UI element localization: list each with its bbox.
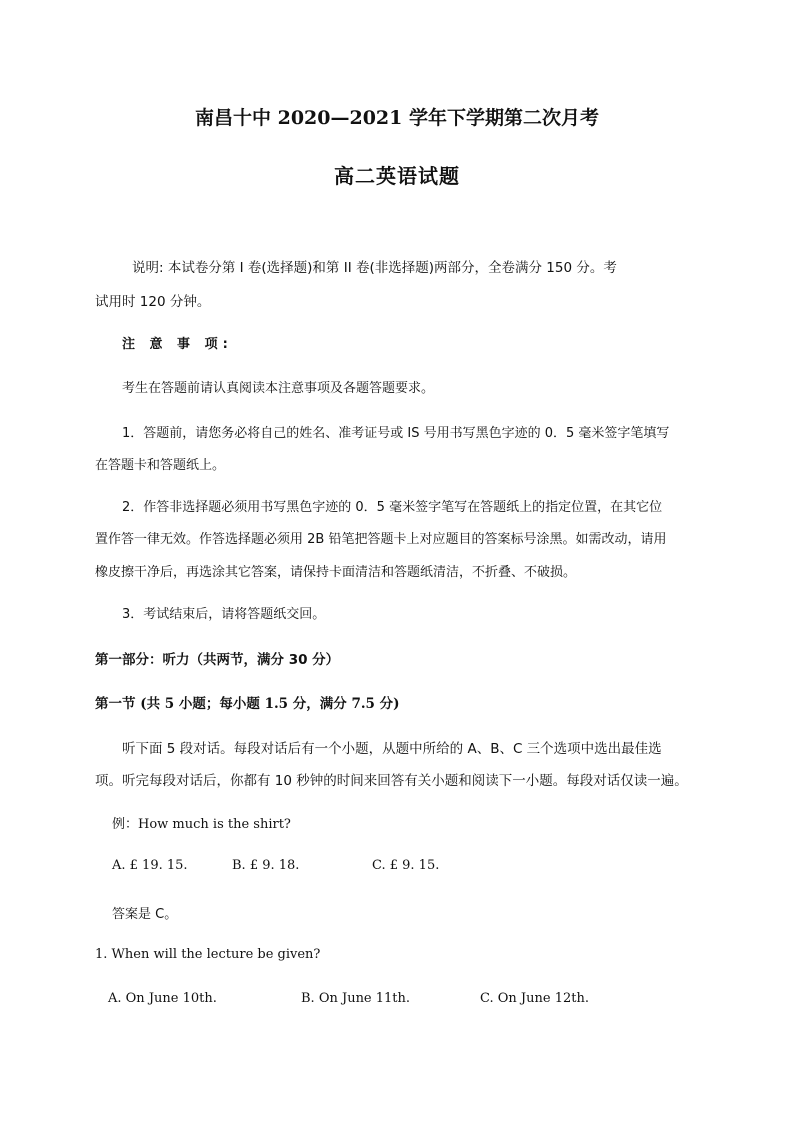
description-line-1: 说明: 本试卷分第 I 卷(选择题)和第 II 卷(非选择题)两部分，全卷满分 150 分。考 bbox=[132, 260, 617, 276]
directions-line-2: 项。听完每段对话后，你都有 10 秒钟的时间来回答有关小题和阅读下一小题。每段对话仅读一遍。 bbox=[95, 773, 688, 789]
subject-title: 高二英语试题 bbox=[334, 164, 460, 188]
description-line-2: 试用时 120 分钟。 bbox=[95, 294, 211, 310]
example-option-b: B. £ 9. 18. bbox=[232, 858, 300, 873]
notice-intro: 考生在答题前请认真阅读本注意事项及各题答题要求。 bbox=[122, 381, 435, 396]
example-option-a: A. £ 19. 15. bbox=[112, 858, 188, 873]
question-1-option-c: C. On June 12th. bbox=[480, 991, 589, 1006]
example-option-c: C. £ 9. 15. bbox=[372, 858, 440, 873]
notice-item-2-line-1: 2．作答非选择题必须用书写黑色字迹的 0．5 毫米签字笔写在答题纸上的指定位置，在其它位 bbox=[122, 500, 663, 515]
notice-item-1-line-2: 在答题卡和答题纸上。 bbox=[95, 458, 226, 473]
notice-item-3: 3．考试结束后，请将答题纸交回。 bbox=[122, 607, 326, 622]
question-1-option-b: B. On June 11th. bbox=[301, 991, 411, 1006]
notice-heading: 注 意 事 项: bbox=[122, 337, 233, 352]
question-1-option-a: A. On June 10th. bbox=[108, 991, 217, 1006]
directions-line-1: 听下面 5 段对话。每段对话后有一个小题，从题中所给的 A、B、C 三个选项中选出最佳选 bbox=[122, 741, 662, 757]
example-answer: 答案是 C。 bbox=[112, 907, 178, 922]
question-1-stem: 1. When will the lecture be given? bbox=[95, 947, 321, 962]
example-question: 例：How much is the shirt? bbox=[112, 817, 291, 832]
notice-item-2-line-2: 置作答一律无效。作答选择题必须用 2B 铅笔把答题卡上对应题目的答案标号涂黑。如需改动，请用 bbox=[95, 532, 667, 547]
part-1-heading: 第一部分：听力（共两节，满分 30 分） bbox=[95, 652, 340, 668]
notice-item-1-line-1: 1．答题前，请您务必将自己的姓名、准考证号或 IS 号用书写黑色字迹的 0．5 毫米签字笔填写 bbox=[122, 426, 670, 441]
section-1-heading: 第一节 (共 5 小题；每小题 1.5 分，满分 7.5 分) bbox=[95, 696, 400, 712]
exam-title: 南昌十中 2020—2021 学年下学期第二次月考 bbox=[195, 107, 599, 129]
notice-item-2-line-3: 橡皮擦干净后，再选涂其它答案，请保持卡面清洁和答题纸清洁，不折叠、不破损。 bbox=[95, 565, 577, 580]
